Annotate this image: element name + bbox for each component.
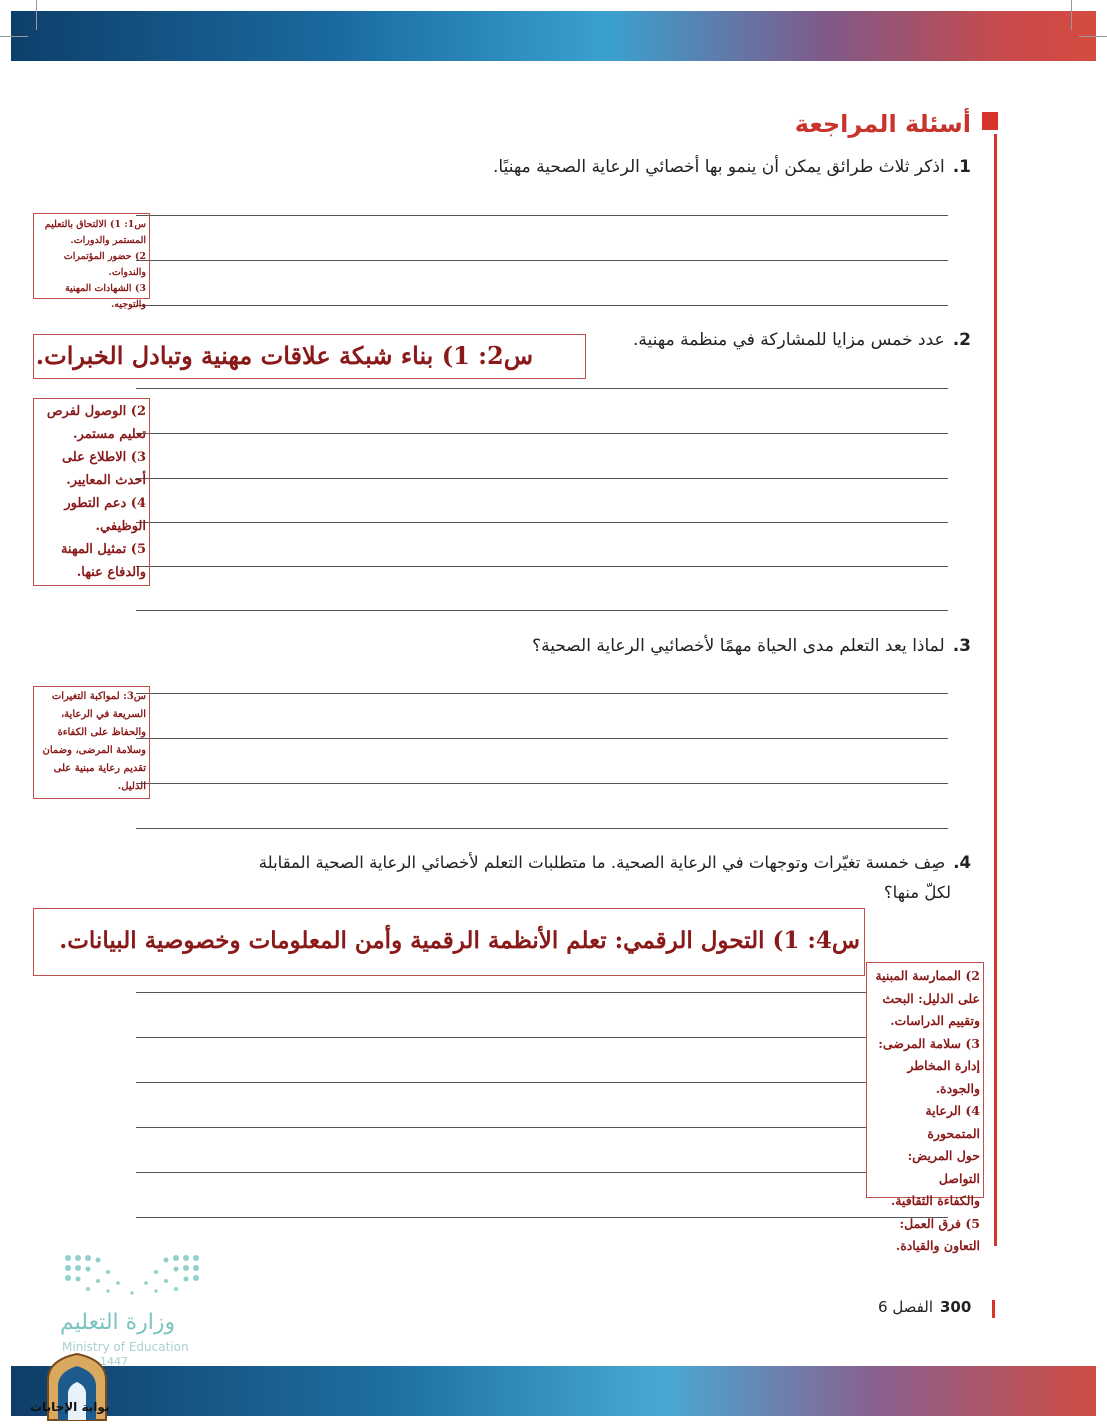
note-line: 3) الاطلاع على — [61, 450, 146, 465]
answer-line — [136, 433, 948, 434]
question-4 — [141, 848, 971, 908]
ministry-year: 1447 — [100, 1355, 128, 1368]
margin-rule — [994, 134, 997, 1246]
ministry-name-arabic: وزارة التعليم — [60, 1310, 176, 1335]
note-line: والكفاءة الثقافية. — [890, 1193, 980, 1208]
question-number: 3. — [952, 636, 971, 656]
crop-mark — [36, 0, 37, 30]
answer-line — [136, 1037, 948, 1038]
note-line: تعليم مستمر. — [73, 427, 146, 442]
answer-line — [136, 1217, 948, 1218]
answer-line — [136, 738, 948, 739]
footer-marker — [992, 1300, 995, 1318]
ministry-name-english: Ministry of Education — [62, 1340, 189, 1354]
question-text: لماذا يعد التعلم مدى الحياة مهمًا لأخصائيي الرعاية الصحية؟ — [532, 636, 945, 656]
bottom-banner — [11, 1366, 1096, 1416]
answer-line — [136, 693, 948, 694]
note-line: وسلامة المرضى، وضمان — [42, 745, 146, 756]
answer-line — [136, 1082, 948, 1083]
answer-note-q3 — [33, 686, 150, 799]
ministry-logo-dots — [62, 1252, 202, 1298]
answer-line — [136, 305, 948, 306]
answer-note-q2 — [33, 398, 150, 586]
note-line: والدفاع عنها. — [76, 565, 146, 580]
question-number: 1. — [952, 157, 971, 177]
note-line: على الدليل: البحث — [882, 990, 980, 1006]
answer-line — [136, 522, 948, 523]
answer-note-q2-main: س2: 1) بناء شبكة علاقات مهنية وتبادل الخبرات. — [33, 334, 586, 379]
answer-note-q4 — [866, 962, 984, 1253]
question-1 — [171, 152, 971, 182]
crop-mark — [0, 36, 28, 37]
question-text: اذكر ثلاث طرائق يمكن أن ينمو بها أخصائي الرعاية الصحية مهنيًا. — [492, 157, 945, 177]
note-line: 2) الممارسة المبنية — [875, 968, 980, 983]
answer-note-q1 — [33, 213, 150, 310]
note-line: إدارة المخاطر والجودة. — [907, 1058, 980, 1096]
note-line: 2) الوصول لفرص — [46, 404, 146, 419]
note-line: 4) دعم التطور — [64, 496, 146, 511]
answer-line — [136, 1127, 948, 1128]
crop-mark — [1071, 0, 1072, 30]
note-line: 5) فرق العمل: — [899, 1215, 980, 1231]
title-marker — [982, 112, 998, 130]
note-line: 5) تمثيل المهنة — [60, 542, 146, 557]
note-line: المستمر والدورات. — [70, 235, 146, 246]
note-line: س3: لمواكبة التغيرات — [51, 691, 146, 702]
top-banner — [11, 11, 1096, 61]
note-line: الوظيفي. — [95, 519, 146, 534]
chapter-label: الفصل 6 — [878, 1298, 934, 1316]
question-text: عدد خمس مزايا للمشاركة في منظمة مهنية. — [632, 330, 945, 350]
note-line: 4) الرعاية المتمحورة — [925, 1103, 980, 1141]
page-number: 300 — [940, 1298, 972, 1316]
note-line: حول المريض: التواصل — [907, 1148, 980, 1186]
answer-line — [136, 566, 948, 567]
question-3 — [171, 631, 971, 661]
section-title: أسئلة المراجعة — [794, 110, 971, 138]
note-line: أحدث المعايير. — [66, 473, 146, 488]
note-line: 3) الشهادات المهنية والتوجيه. — [64, 283, 146, 310]
answer-line — [136, 388, 948, 389]
answer-line — [136, 992, 948, 993]
answers-gate-label: بوابة الإجابات — [30, 1400, 110, 1414]
note-line: س1: 1) الالتحاق بالتعليم — [44, 219, 146, 230]
question-text-line-1: صِف خمسة تغيّرات وتوجهات في الرعاية الصحية. ما متطلبات التعلم لأخصائي الرعاية الصحية المقابلة — [258, 853, 946, 872]
answer-line — [136, 828, 948, 829]
question-number: 4. — [953, 853, 971, 872]
crop-mark — [1079, 36, 1107, 37]
note-line: والحفاظ على الكفاءة — [57, 727, 146, 738]
note-line: 2) حضور المؤتمرات — [63, 251, 146, 262]
note-line: تقديم رعاية مبنية على — [53, 763, 146, 774]
note-line: والندوات. — [108, 267, 146, 278]
answer-line — [136, 260, 948, 261]
answer-line — [136, 478, 948, 479]
question-text-line-2: لكلّ منها؟ — [883, 883, 951, 902]
answer-line — [136, 783, 948, 784]
answer-note-q4-main: س4: 1) التحول الرقمي: تعلم الأنظمة الرقمية وأمن المعلومات وخصوصية البيانات. — [33, 908, 865, 976]
answer-line — [136, 610, 948, 611]
note-line: وتقييم الدراسات. — [890, 1013, 980, 1028]
note-line: الدليل. — [117, 781, 146, 792]
question-number: 2. — [952, 330, 971, 350]
answer-line — [136, 215, 948, 216]
note-line: 3) سلامة المرضى: — [878, 1035, 980, 1051]
note-line: التعاون والقيادة. — [895, 1238, 980, 1253]
note-line: السريعة في الرعاية، — [60, 709, 146, 720]
answer-line — [136, 1172, 948, 1173]
